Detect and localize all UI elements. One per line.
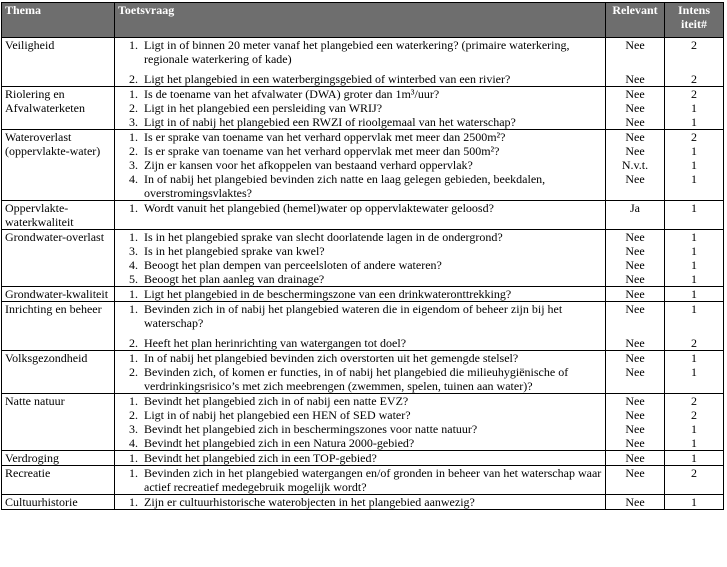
- relevant-value: Ja: [630, 201, 640, 215]
- table-row: [2, 451, 724, 466]
- question-item: [118, 258, 602, 272]
- relevant-value: Nee: [625, 87, 645, 101]
- relevant-value: Nee: [625, 408, 645, 422]
- intensity-value: 1: [691, 302, 697, 316]
- question-item: [118, 495, 602, 509]
- toetsvraag-cell: [115, 495, 606, 510]
- question-item: [118, 38, 602, 66]
- question-number: 1.: [129, 351, 138, 365]
- question-item: [118, 87, 602, 101]
- question-item: [118, 144, 602, 158]
- toetsvraag-cell: [115, 38, 606, 87]
- question-text: Heeft het plan herinrichting van watergangen tot doel?: [144, 336, 407, 350]
- toetsvraag-cell: [115, 302, 606, 351]
- question-text: Bevinden zich in het plangebied watergangen en/of gronden in beheer van het waterschap waar actief recreatief medegebruik mogelijk wordt?: [144, 466, 602, 494]
- question-number: 3.: [129, 422, 138, 436]
- intensity-value: 1: [691, 230, 697, 244]
- intensity-value: 2: [691, 466, 697, 480]
- question-text: Bevinden zich in of nabij het plangebied wateren die in eigendom of beheer zijn bij het waterschap?: [144, 302, 563, 330]
- question-number: 1.: [129, 495, 138, 509]
- question-number: 5.: [129, 272, 138, 286]
- relevant-cell: [606, 451, 665, 466]
- question-text: Ligt in of binnen 20 meter vanaf het plangebied een waterkering? (primaire waterkering, regionale waterkering of kade): [144, 38, 570, 66]
- relevant-value: Nee: [625, 466, 645, 480]
- header-relevant: Relevant: [606, 3, 665, 38]
- header-toetsvraag: Toetsvraag: [115, 3, 606, 38]
- thema-cell: Inrichting en beheer: [2, 302, 115, 351]
- question-number: 1.: [129, 451, 138, 465]
- relevant-cell: [606, 38, 665, 87]
- toetsvraag-cell: [115, 201, 606, 230]
- question-number: 2.: [129, 144, 138, 158]
- toetsvraag-cell: [115, 451, 606, 466]
- question-item: [118, 451, 602, 465]
- intensity-value: 1: [691, 115, 697, 129]
- table-body: [2, 38, 724, 510]
- question-text: Beoogt het plan aanleg van drainage?: [144, 272, 325, 286]
- intensity-value: 1: [691, 495, 697, 509]
- question-item: [118, 394, 602, 408]
- question-number: 1.: [129, 201, 138, 215]
- relevant-value: N.v.t.: [621, 158, 649, 172]
- relevant-value: Nee: [625, 394, 645, 408]
- relevant-value: Nee: [625, 115, 645, 129]
- thema-cell: Natte natuur: [2, 394, 115, 451]
- relevant-value: Nee: [625, 287, 645, 301]
- intensity-cell: [665, 302, 724, 351]
- intensity-cell: [665, 351, 724, 394]
- table-row: [2, 201, 724, 230]
- question-item: [118, 422, 602, 436]
- question-item: [118, 287, 602, 301]
- question-text: Ligt het plangebied in een waterbergingsgebied of winterbed van een rivier?: [144, 72, 511, 86]
- relevant-value: Nee: [625, 272, 645, 286]
- relevant-value: Nee: [625, 302, 645, 316]
- intensity-value: 2: [691, 38, 697, 52]
- question-number: 2.: [129, 408, 138, 422]
- question-text: Bevindt het plangebied zich in een TOP-gebied?: [144, 451, 377, 465]
- toetsvraag-cell: [115, 287, 606, 302]
- relevant-value: Nee: [625, 495, 645, 509]
- question-number: 1.: [129, 302, 138, 316]
- relevant-cell: [606, 495, 665, 510]
- intensity-value: 2: [691, 87, 697, 101]
- question-text: Is in het plangebied sprake van kwel?: [144, 244, 325, 258]
- intensity-value: 1: [691, 172, 697, 186]
- relevant-value: Nee: [625, 101, 645, 115]
- question-text: Zijn er kansen voor het afkoppelen van bestaand verhard oppervlak?: [144, 158, 473, 172]
- question-number: 3.: [129, 158, 138, 172]
- relevant-value: Nee: [625, 422, 645, 436]
- question-item: [118, 436, 602, 450]
- relevant-cell: [606, 302, 665, 351]
- question-number: 2.: [129, 101, 138, 115]
- question-number: 4.: [129, 258, 138, 272]
- question-text: In of nabij het plangebied bevinden zich natte en laag gelegen gebieden, beekdalen, overstromingsvlaktes?: [144, 172, 546, 200]
- question-number: 4.: [129, 436, 138, 450]
- question-item: [118, 365, 602, 393]
- question-item: [118, 272, 602, 286]
- relevant-value: Nee: [625, 351, 645, 365]
- relevant-cell: [606, 87, 665, 130]
- intensity-cell: [665, 87, 724, 130]
- relevant-value: Nee: [625, 38, 645, 52]
- water-test-table: [1, 2, 724, 510]
- toetsvraag-cell: [115, 130, 606, 201]
- question-item: [118, 158, 602, 172]
- table-header-row: [2, 3, 724, 38]
- table-row: [2, 130, 724, 201]
- intensity-value: 1: [691, 201, 697, 215]
- intensity-value: 1: [691, 422, 697, 436]
- question-text: Ligt in het plangebied een persleiding van WRIJ?: [144, 101, 383, 115]
- question-number: 4.: [129, 172, 138, 186]
- relevant-value: Nee: [625, 130, 645, 144]
- intensity-cell: [665, 287, 724, 302]
- question-number: 1.: [129, 394, 138, 408]
- thema-cell: Verdroging: [2, 451, 115, 466]
- question-item: [118, 101, 602, 115]
- relevant-cell: [606, 394, 665, 451]
- question-text: Is in het plangebied sprake van slecht doorlatende lagen in de ondergrond?: [144, 230, 503, 244]
- question-number: 1.: [129, 287, 138, 301]
- question-text: Wordt vanuit het plangebied (hemel)water op oppervlaktewater geloosd?: [144, 201, 494, 215]
- question-text: Is de toename van het afvalwater (DWA) groter dan 1m³/uur?: [144, 87, 440, 101]
- question-text: Bevindt het plangebied zich in of nabij een natte EVZ?: [144, 394, 409, 408]
- intensity-value: 2: [691, 336, 697, 350]
- relevant-cell: [606, 351, 665, 394]
- question-item: [118, 230, 602, 244]
- relevant-value: Nee: [625, 336, 645, 350]
- table-row: [2, 38, 724, 87]
- thema-cell: Volksgezondheid: [2, 351, 115, 394]
- question-number: 3.: [129, 244, 138, 258]
- table-row: [2, 230, 724, 287]
- thema-cell: Oppervlakte-waterkwaliteit: [2, 201, 115, 230]
- table-row: [2, 302, 724, 351]
- intensity-value: 2: [691, 130, 697, 144]
- question-text: Bevindt het plangebied zich in beschermingszones voor natte natuur?: [144, 422, 478, 436]
- relevant-cell: [606, 287, 665, 302]
- table-row: [2, 466, 724, 495]
- relevant-value: Nee: [625, 144, 645, 158]
- question-item: [118, 302, 602, 330]
- intensity-value: 1: [691, 272, 697, 286]
- relevant-cell: [606, 466, 665, 495]
- question-number: 2.: [129, 72, 138, 86]
- question-text: Beoogt het plan dempen van perceelsloten of andere wateren?: [144, 258, 442, 272]
- toetsvraag-cell: [115, 351, 606, 394]
- question-item: [118, 351, 602, 365]
- question-number: 1.: [129, 87, 138, 101]
- intensity-value: 1: [691, 144, 697, 158]
- question-item: [118, 72, 602, 86]
- intensity-value: 1: [691, 258, 697, 272]
- thema-cell: Cultuurhistorie: [2, 495, 115, 510]
- question-item: [118, 201, 602, 215]
- question-item: [118, 130, 602, 144]
- intensity-cell: [665, 201, 724, 230]
- question-item: [118, 172, 602, 200]
- relevant-value: Nee: [625, 365, 645, 379]
- intensity-value: 2: [691, 408, 697, 422]
- toetsvraag-cell: [115, 230, 606, 287]
- question-number: 1.: [129, 130, 138, 144]
- question-text: Bevindt het plangebied zich in een Natura 2000-gebied?: [144, 436, 415, 450]
- relevant-cell: [606, 201, 665, 230]
- question-number: 1.: [129, 466, 138, 480]
- relevant-value: Nee: [625, 72, 645, 86]
- question-number: 1.: [129, 230, 138, 244]
- relevant-value: Nee: [625, 244, 645, 258]
- table-row: [2, 394, 724, 451]
- question-text: Ligt in of nabij het plangebied een HEN of SED water?: [144, 408, 411, 422]
- relevant-cell: [606, 230, 665, 287]
- table-row: [2, 287, 724, 302]
- table-row: [2, 495, 724, 510]
- relevant-value: Nee: [625, 230, 645, 244]
- intensity-value: 1: [691, 365, 697, 379]
- relevant-value: Nee: [625, 258, 645, 272]
- question-text: Ligt het plangebied in de beschermingszone van een drinkwateronttrekking?: [144, 287, 512, 301]
- thema-cell: Recreatie: [2, 466, 115, 495]
- intensity-cell: [665, 495, 724, 510]
- intensity-cell: [665, 451, 724, 466]
- question-text: Bevinden zich, of komen er functies, in of nabij het plangebied die milieuhygiënische of verdrinkingsrisico’s met zich meebrengen (zwemmen, spelen, tuinen aan water)?: [144, 365, 569, 393]
- question-number: 1.: [129, 38, 138, 52]
- question-item: [118, 115, 602, 129]
- toetsvraag-cell: [115, 394, 606, 451]
- table-row: [2, 351, 724, 394]
- toetsvraag-cell: [115, 466, 606, 495]
- intensity-cell: [665, 466, 724, 495]
- thema-cell: Grondwater-overlast: [2, 230, 115, 287]
- relevant-value: Nee: [625, 436, 645, 450]
- question-number: 2.: [129, 336, 138, 350]
- intensity-cell: [665, 394, 724, 451]
- question-text: Is er sprake van toename van het verhard oppervlak met meer dan 500m²?: [144, 144, 500, 158]
- question-item: [118, 408, 602, 422]
- question-number: 3.: [129, 115, 138, 129]
- relevant-value: Nee: [625, 172, 645, 186]
- intensity-value: 1: [691, 451, 697, 465]
- header-thema: Thema: [2, 3, 115, 38]
- intensity-value: 1: [691, 287, 697, 301]
- question-item: [118, 466, 602, 494]
- intensity-value: 1: [691, 351, 697, 365]
- intensity-value: 1: [691, 158, 697, 172]
- question-text: In of nabij het plangebied bevinden zich overstorten uit het gemengde stelsel?: [144, 351, 519, 365]
- thema-cell: Veiligheid: [2, 38, 115, 87]
- intensity-value: 2: [691, 72, 697, 86]
- intensity-value: 1: [691, 436, 697, 450]
- question-number: 2.: [129, 365, 138, 379]
- question-text: Ligt in of nabij het plangebied een RWZI of rioolgemaal van het waterschap?: [144, 115, 516, 129]
- question-item: [118, 336, 602, 350]
- question-item: [118, 244, 602, 258]
- intensity-cell: [665, 130, 724, 201]
- intensity-cell: [665, 230, 724, 287]
- thema-cell: Grondwater-kwaliteit: [2, 287, 115, 302]
- question-text: Is er sprake van toename van het verhard oppervlak met meer dan 2500m²?: [144, 130, 506, 144]
- header-intensiteit: Intens iteit#: [665, 3, 724, 38]
- intensity-cell: [665, 38, 724, 87]
- intensity-value: 1: [691, 101, 697, 115]
- question-text: Zijn er cultuurhistorische waterobjecten in het plangebied aanwezig?: [144, 495, 475, 509]
- thema-cell: Wateroverlast (oppervlakte-water): [2, 130, 115, 201]
- intensity-value: 2: [691, 394, 697, 408]
- thema-cell: Riolering en Afvalwaterketen: [2, 87, 115, 130]
- table-row: [2, 87, 724, 130]
- intensity-value: 1: [691, 244, 697, 258]
- relevant-value: Nee: [625, 451, 645, 465]
- relevant-cell: [606, 130, 665, 201]
- toetsvraag-cell: [115, 87, 606, 130]
